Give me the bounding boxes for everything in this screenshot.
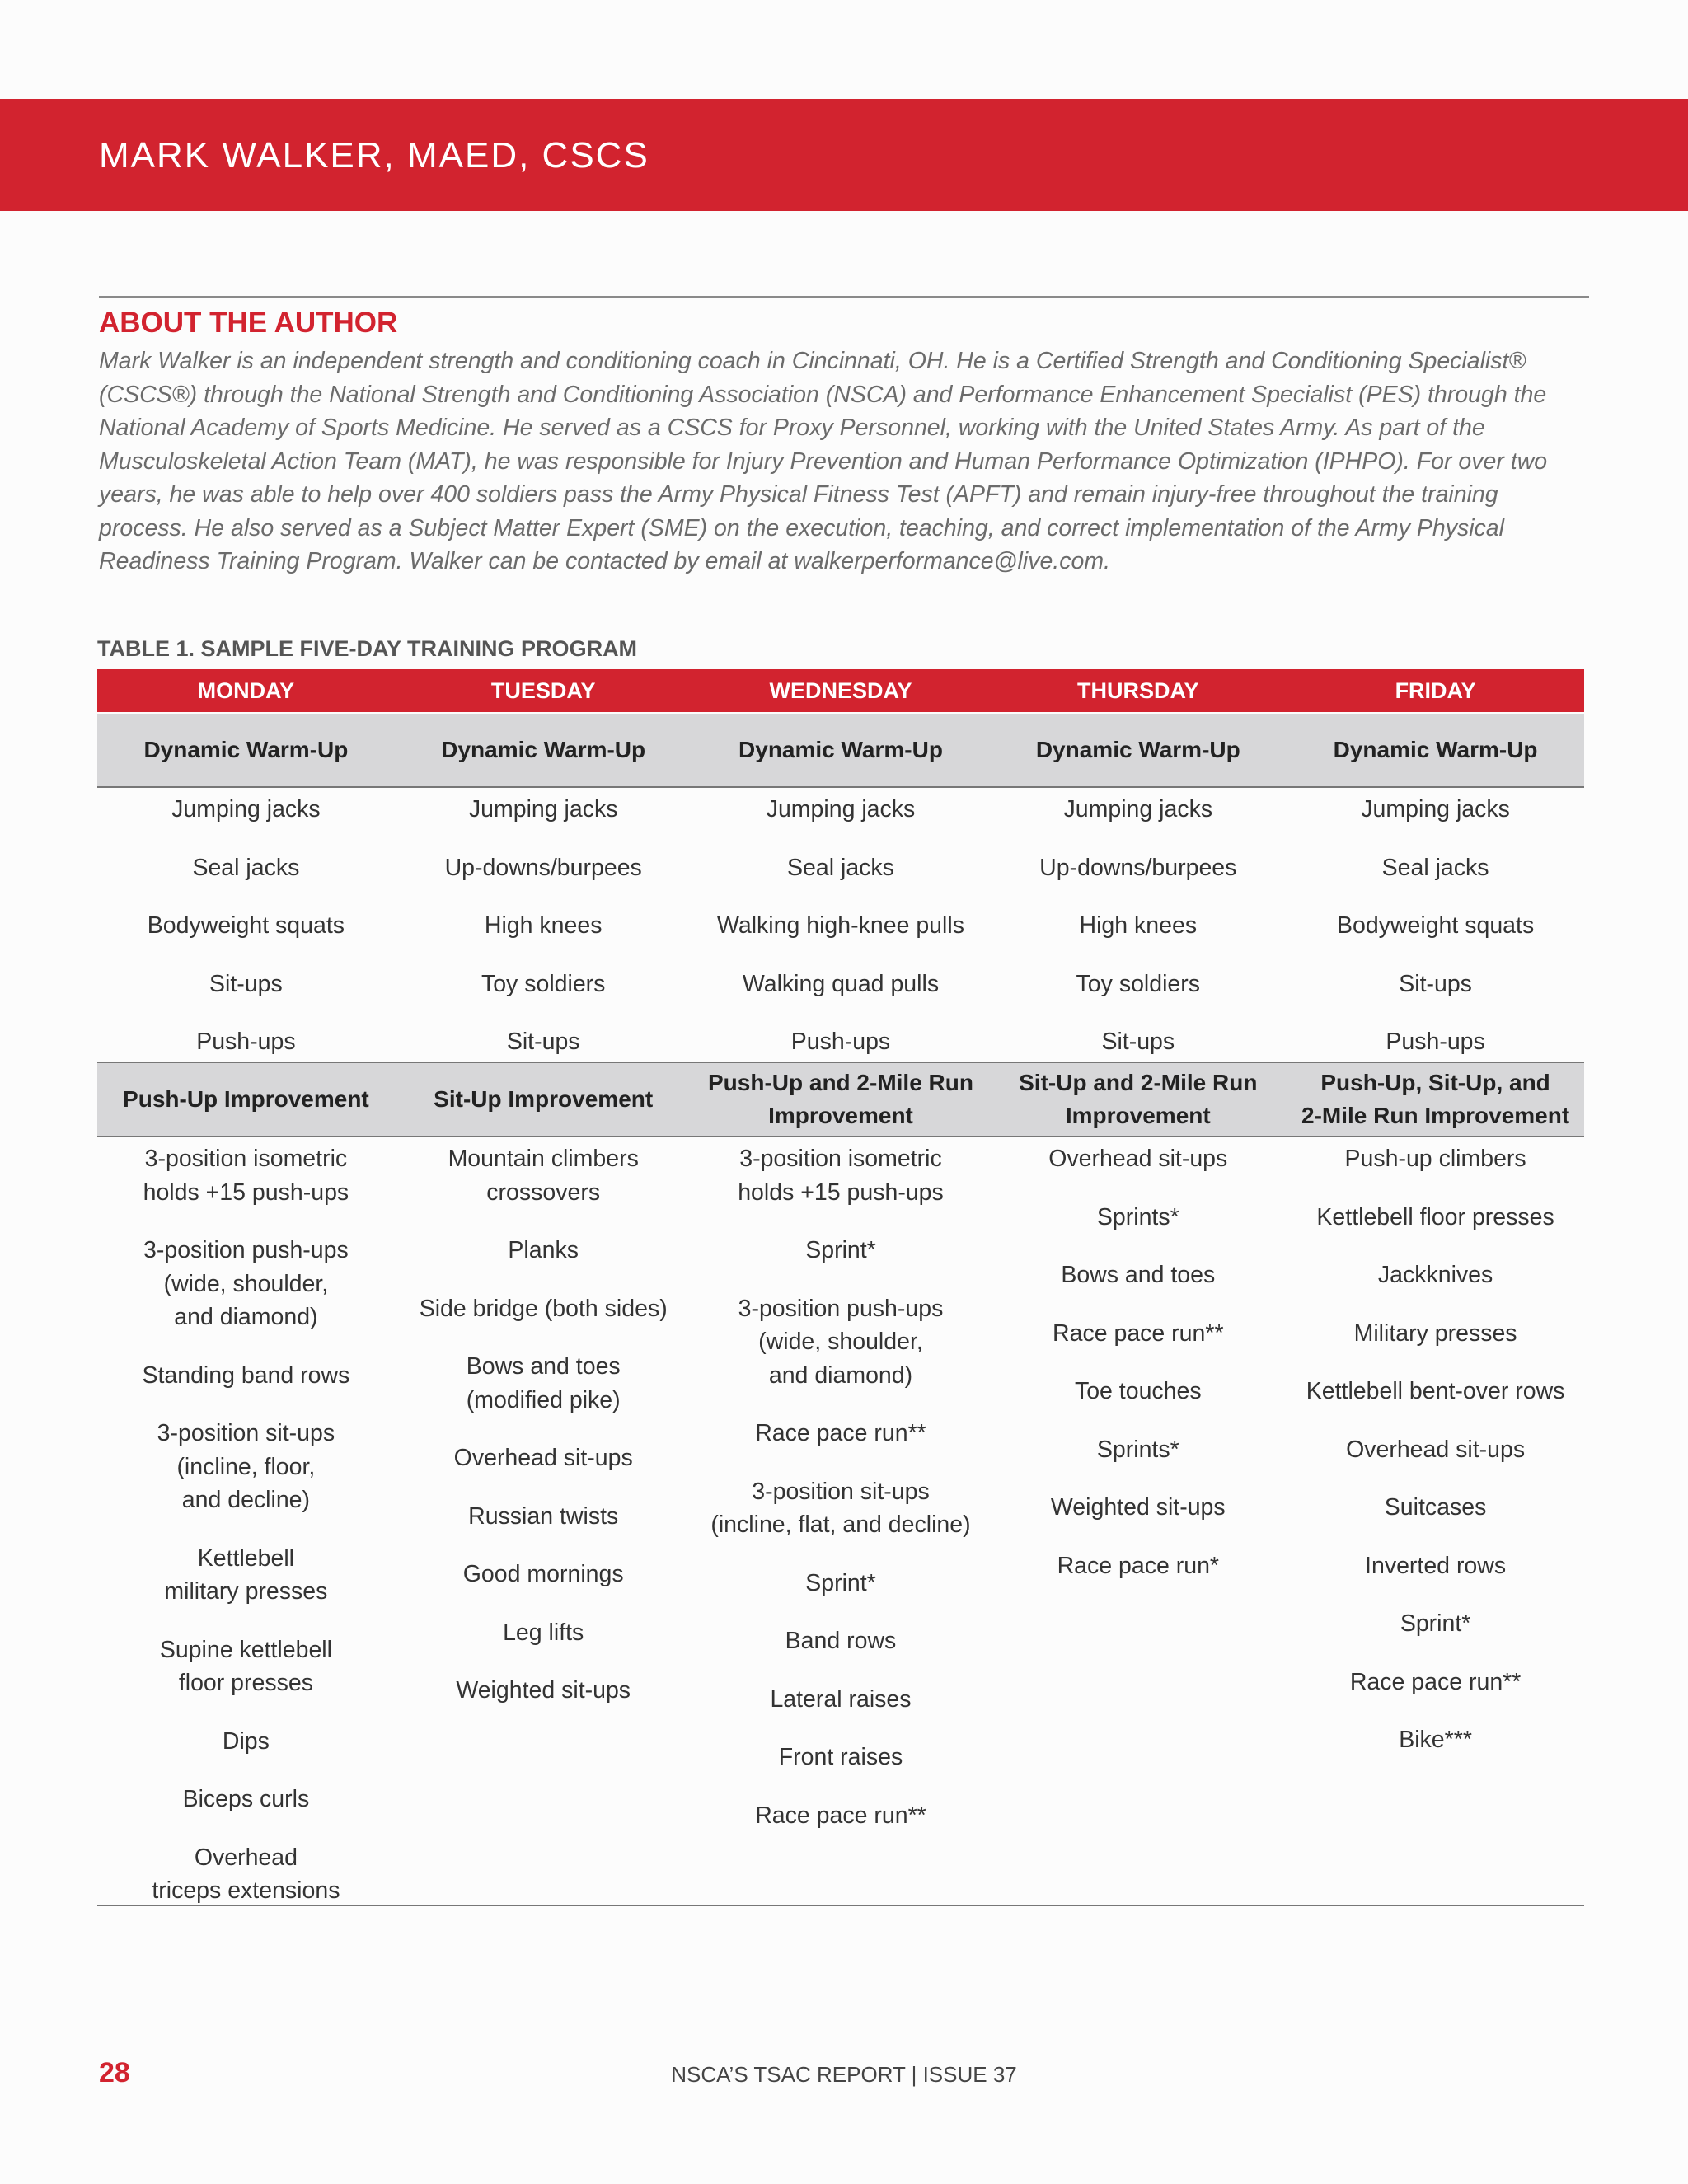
day-header-wednesday: WEDNESDAY xyxy=(769,678,912,703)
publication-footer: NSCA’S TSAC REPORT | ISSUE 37 xyxy=(671,2062,1017,2087)
exercise-item: Bodyweight squats xyxy=(147,912,345,939)
exercise-item: Jackknives xyxy=(1377,1262,1493,1288)
table-bottom-rule xyxy=(97,1905,1584,1906)
title-banner xyxy=(0,99,1688,211)
section-header: Sit-Up and 2-Mile Run Improvement xyxy=(1019,1070,1258,1128)
exercise-item: Sit-ups xyxy=(506,1029,580,1055)
exercise-item: Inverted rows xyxy=(1365,1552,1507,1579)
exercise-list xyxy=(97,793,395,1059)
section-header: Push-Up Improvement xyxy=(123,1086,369,1112)
section-header: Push-Up, Sit-Up, and 2-Mile Run Improvement xyxy=(1301,1070,1570,1128)
exercise-item: Side bridge (both sides) xyxy=(419,1295,668,1322)
section-header: Push-Up and 2-Mile Run Improvement xyxy=(707,1070,973,1128)
exercise-item: Jumping jacks xyxy=(766,796,916,823)
exercise-item: Weighted sit-ups xyxy=(456,1677,631,1704)
exercise-item: Suitcases xyxy=(1384,1494,1487,1521)
exercise-item: 3-position sit-ups (incline, flat, and decline) xyxy=(710,1478,971,1538)
exercise-item: Standing band rows xyxy=(142,1361,350,1389)
exercise-item: Seal jacks xyxy=(787,854,894,881)
exercise-item: Walking high-knee pulls xyxy=(717,912,964,939)
exercise-item: Push-ups xyxy=(1386,1029,1485,1055)
exercise-item: Overhead sit-ups xyxy=(453,1445,633,1471)
exercise-item: Up-downs/burpees xyxy=(1039,854,1237,881)
exercise-list xyxy=(1287,1142,1584,1757)
section-header: Dynamic Warm-Up xyxy=(1035,737,1240,762)
warmup-exercises xyxy=(97,793,1584,1084)
exercise-item: Kettlebell floor presses xyxy=(1316,1203,1554,1230)
exercise-item: Front raises xyxy=(778,1744,903,1770)
exercise-item: Kettlebell bent-over rows xyxy=(1306,1378,1565,1404)
exercise-item: Push-ups xyxy=(196,1029,296,1055)
exercise-item: Jumping jacks xyxy=(1361,796,1510,823)
exercise-item: 3-position isometric holds +15 push-ups xyxy=(738,1146,944,1206)
exercise-item: 3-position push-ups (wide, shoulder, and diamond) xyxy=(143,1237,349,1330)
exercise-item: Weighted sit-ups xyxy=(1050,1494,1226,1521)
exercise-item: Kettlebell military presses xyxy=(164,1544,328,1605)
exercise-item: Toy soldiers xyxy=(1076,970,1201,997)
exercise-item: Push-up climbers xyxy=(1344,1146,1526,1172)
exercise-list xyxy=(395,1142,692,1708)
exercise-item: Race pace run* xyxy=(1057,1552,1220,1579)
exercise-item: Sprint* xyxy=(1400,1610,1471,1637)
exercise-list xyxy=(97,1142,395,1908)
day-header-row xyxy=(97,669,1584,712)
day-header-tuesday: TUESDAY xyxy=(490,678,596,703)
exercise-item: Sprint* xyxy=(805,1237,876,1263)
exercise-item: Military presses xyxy=(1353,1319,1517,1347)
improvement-section-row xyxy=(97,1062,1584,1137)
exercise-item: Lateral raises xyxy=(770,1685,912,1713)
exercise-item: Walking quad pulls xyxy=(742,970,940,997)
exercise-item: Jumping jacks xyxy=(468,796,618,823)
section-header: Sit-Up Improvement xyxy=(434,1086,654,1112)
exercise-item: Good mornings xyxy=(462,1561,624,1587)
day-header-friday: FRIDAY xyxy=(1395,678,1476,703)
exercise-list xyxy=(989,1142,1287,1582)
exercise-list xyxy=(989,793,1287,1059)
exercise-item: Overhead sit-ups xyxy=(1048,1146,1228,1172)
exercise-item: Bows and toes (modified pike) xyxy=(466,1353,621,1413)
exercise-item: 3-position sit-ups (incline, floor, and decline) xyxy=(157,1420,335,1513)
exercise-item: Race pace run** xyxy=(1053,1319,1224,1347)
improvement-exercises xyxy=(97,1142,1584,1933)
exercise-item: Bodyweight squats xyxy=(1336,912,1535,939)
exercise-item: Leg lifts xyxy=(503,1619,584,1646)
exercise-item: Sit-ups xyxy=(209,970,283,997)
exercise-item: Sit-ups xyxy=(1101,1029,1175,1055)
exercise-item: Dips xyxy=(222,1727,270,1755)
exercise-item: Overhead triceps extensions xyxy=(152,1844,340,1904)
exercise-item: Supine kettlebell floor presses xyxy=(159,1636,332,1696)
exercise-item: Sprint* xyxy=(805,1569,876,1596)
exercise-item: Seal jacks xyxy=(192,854,300,881)
exercise-list xyxy=(1287,793,1584,1059)
exercise-item: Race pace run** xyxy=(1349,1668,1522,1695)
page-title: MARK WALKER, MAED, CSCS xyxy=(99,135,649,176)
exercise-item: Jumping jacks xyxy=(1063,796,1213,823)
exercise-item: Seal jacks xyxy=(1381,854,1489,881)
section-header: Dynamic Warm-Up xyxy=(1333,737,1538,762)
exercise-item: Overhead sit-ups xyxy=(1346,1436,1526,1463)
exercise-item: Biceps curls xyxy=(182,1786,310,1812)
exercise-item: Push-ups xyxy=(790,1029,891,1055)
exercise-item: Race pace run** xyxy=(755,1420,926,1446)
exercise-item: Sit-ups xyxy=(1399,970,1472,997)
author-bio: Mark Walker is an independent strength and conditioning coach in Cincinnati, OH. He is a Certified Strength and Conditioning Specialist® (CSCS®) through the National Strength and Conditioning Association (NSCA) and Performance Enhancement Specialist (PES) through the National Academy of Sports Medicine. He served as a CSCS for Proxy Personnel, working with the United States Army. As part of the Musculoskeletal Action Team (MAT), he was responsible for Injury Prevention and Human Performance Optimization (IPHPO). For over two years, he was able to help over 400 soldiers pass the Army Physical Fitness Test (APFT) and remain injury-free throughout the training process. He also served as a Subject Matter Expert (SME) on the execution, teaching, and correct implementation of the Army Physical Readiness Training Program. Walker can be contacted by email at walkerperformance@live.com. xyxy=(99,348,1548,574)
warmup-section-row xyxy=(97,714,1584,788)
exercise-item: Race pace run** xyxy=(755,1802,926,1829)
exercise-item: Bike*** xyxy=(1399,1727,1472,1753)
exercise-item: Sprints* xyxy=(1096,1203,1179,1230)
section-header: Dynamic Warm-Up xyxy=(143,737,349,762)
exercise-item: Sprints* xyxy=(1096,1436,1179,1463)
exercise-item: High knees xyxy=(484,912,603,939)
exercise-item: Russian twists xyxy=(468,1502,619,1530)
exercise-item: Bows and toes xyxy=(1061,1262,1216,1288)
day-header-monday: MONDAY xyxy=(197,678,295,703)
about-heading: ABOUT THE AUTHOR xyxy=(99,307,398,339)
page-number: 28 xyxy=(99,2057,130,2088)
section-header: Dynamic Warm-Up xyxy=(441,737,646,762)
exercise-item: High knees xyxy=(1079,912,1198,939)
table-title: TABLE 1. SAMPLE FIVE-DAY TRAINING PROGRAM xyxy=(97,636,638,661)
exercise-item: Toy soldiers xyxy=(481,970,606,997)
exercise-list xyxy=(692,1142,990,1832)
day-header-thursday: THURSDAY xyxy=(1077,678,1199,703)
exercise-item: 3-position isometric holds +15 push-ups xyxy=(143,1146,349,1206)
exercise-item: 3-position push-ups (wide, shoulder, and diamond) xyxy=(738,1295,944,1389)
exercise-item: Planks xyxy=(508,1237,579,1263)
exercise-item: Toe touches xyxy=(1074,1378,1202,1404)
exercise-item: Band rows xyxy=(785,1628,897,1654)
exercise-list xyxy=(692,793,990,1059)
divider xyxy=(99,296,1589,298)
exercise-item: Jumping jacks xyxy=(171,796,321,823)
exercise-list xyxy=(395,793,692,1059)
section-header: Dynamic Warm-Up xyxy=(738,737,943,762)
exercise-item: Mountain climbers crossovers xyxy=(448,1146,639,1206)
exercise-item: Up-downs/burpees xyxy=(444,854,642,881)
